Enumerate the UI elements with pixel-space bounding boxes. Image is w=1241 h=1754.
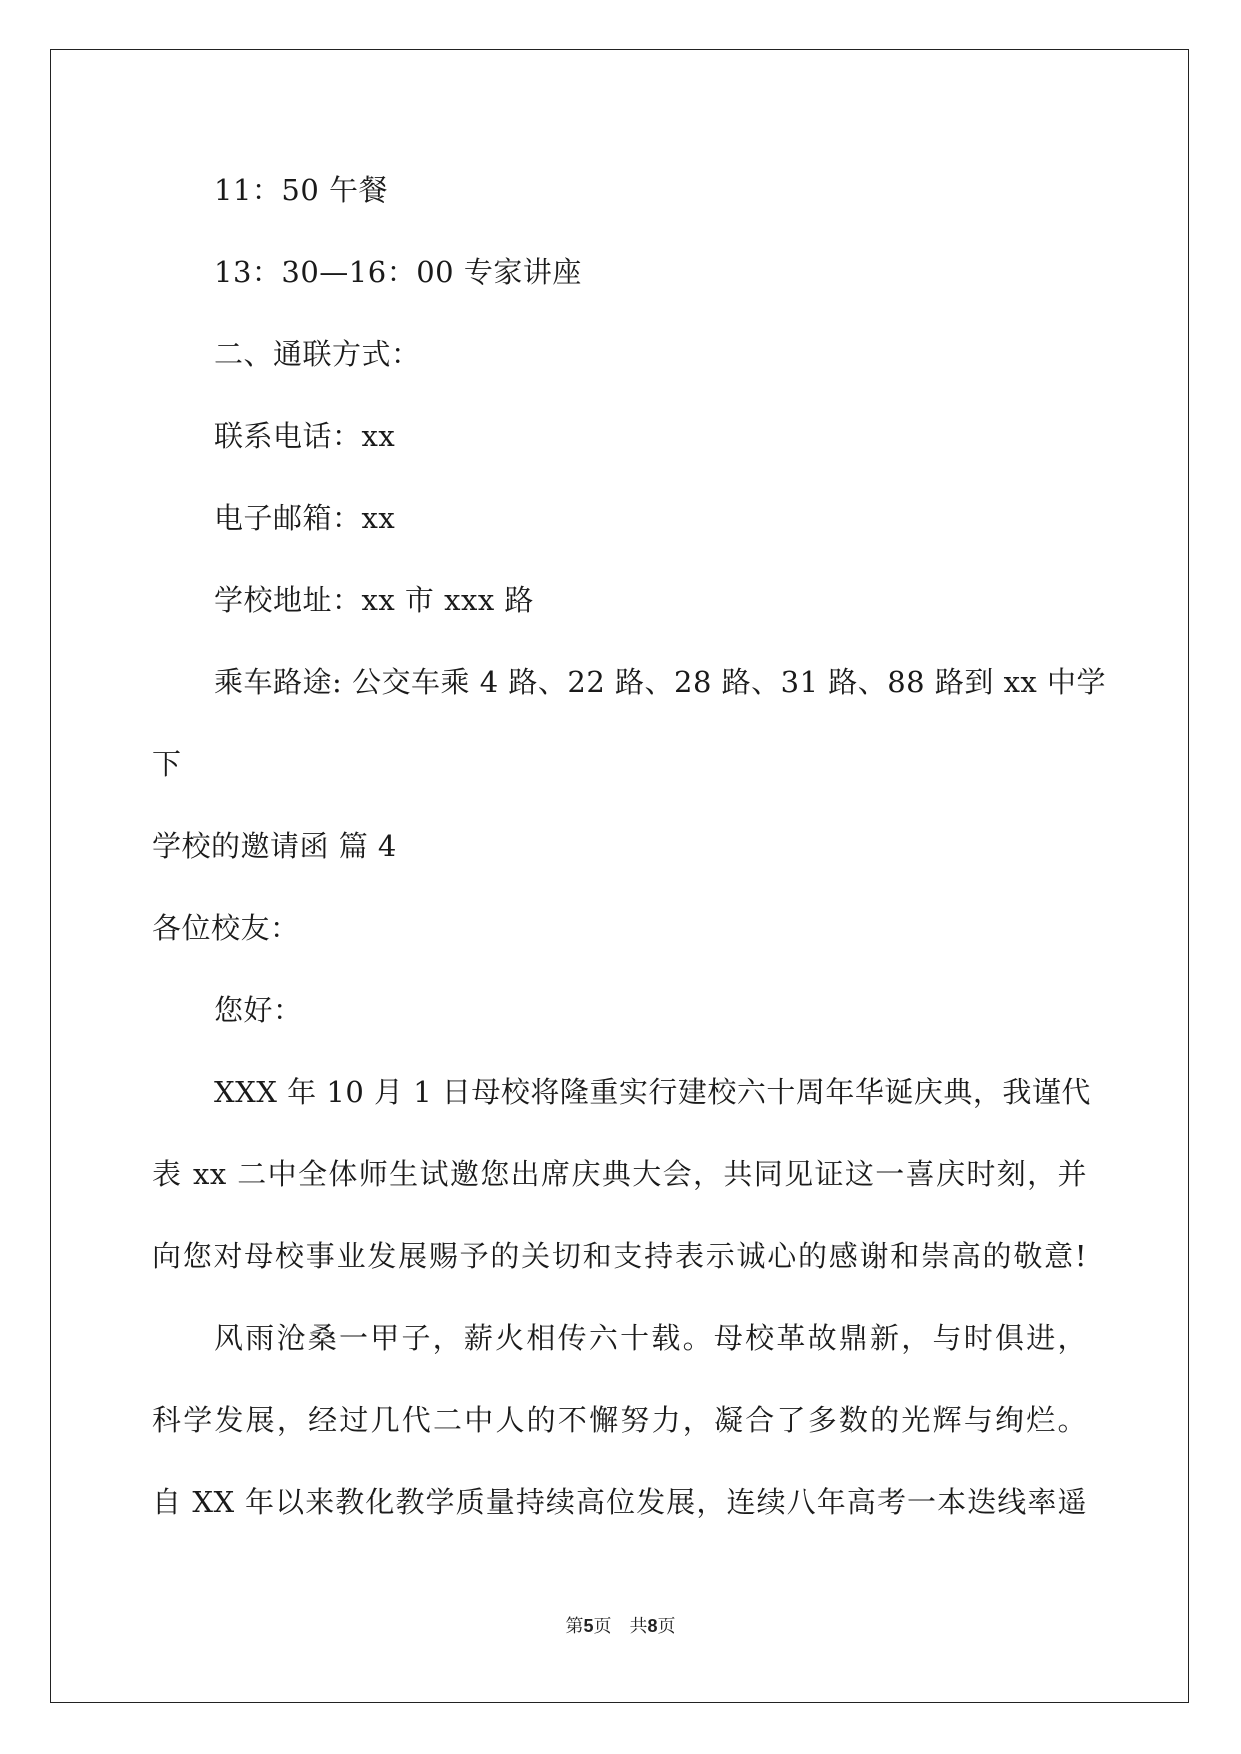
schedule-lunch: 11：50 午餐 (214, 173, 389, 207)
paragraph-2-line-2: 科学发展，经过几代二中人的不懈努力，凝合了多数的光辉与绚烂。 (152, 1403, 1087, 1437)
page-mid: 页 共 (593, 1616, 648, 1637)
page-number-footer (0, 1614, 1241, 1639)
page-prefix: 第 (565, 1616, 584, 1637)
school-address: 学校地址：xx 市 xxx 路 (214, 583, 534, 617)
page-current: 5 (583, 1616, 594, 1636)
page-total: 8 (647, 1616, 658, 1636)
greeting: 您好： (214, 993, 303, 1027)
section-title-letter-4: 学校的邀请函 篇 4 (152, 829, 397, 863)
paragraph-2-line-3: 自 XX 年以来教化教学质量持续高位发展，连续八年高考一本迭线率遥 (152, 1485, 1087, 1519)
paragraph-2-line-1: 风雨沧桑一甲子，薪火相传六十载。母校革故鼎新，与时俱进， (214, 1321, 1087, 1355)
paragraph-1-line-1: XXX 年 10 月 1 日母校将隆重实行建校六十周年华诞庆典，我谨代 (214, 1075, 1091, 1109)
contact-phone: 联系电话：xx (214, 419, 396, 453)
salutation: 各位校友： (152, 911, 300, 945)
paragraph-1-line-2: 表 xx 二中全体师生试邀您出席庆典大会，共同见证这一喜庆时刻，并 (152, 1157, 1087, 1191)
schedule-lecture: 13：30—16：00 专家讲座 (214, 255, 582, 289)
section-heading-contact: 二、通联方式： (214, 337, 421, 371)
paragraph-1-line-3: 向您对母校事业发展赐予的关切和支持表示诚心的感谢和崇高的敬意! (152, 1239, 1087, 1273)
bus-route-continued: 下 (152, 747, 182, 781)
bus-route: 乘车路途: 公交车乘 4 路、22 路、28 路、31 路、88 路到 xx 中学 (214, 665, 1107, 699)
contact-email: 电子邮箱：xx (214, 501, 396, 535)
page-border (50, 49, 1189, 1703)
page-suffix: 页 (657, 1616, 676, 1637)
